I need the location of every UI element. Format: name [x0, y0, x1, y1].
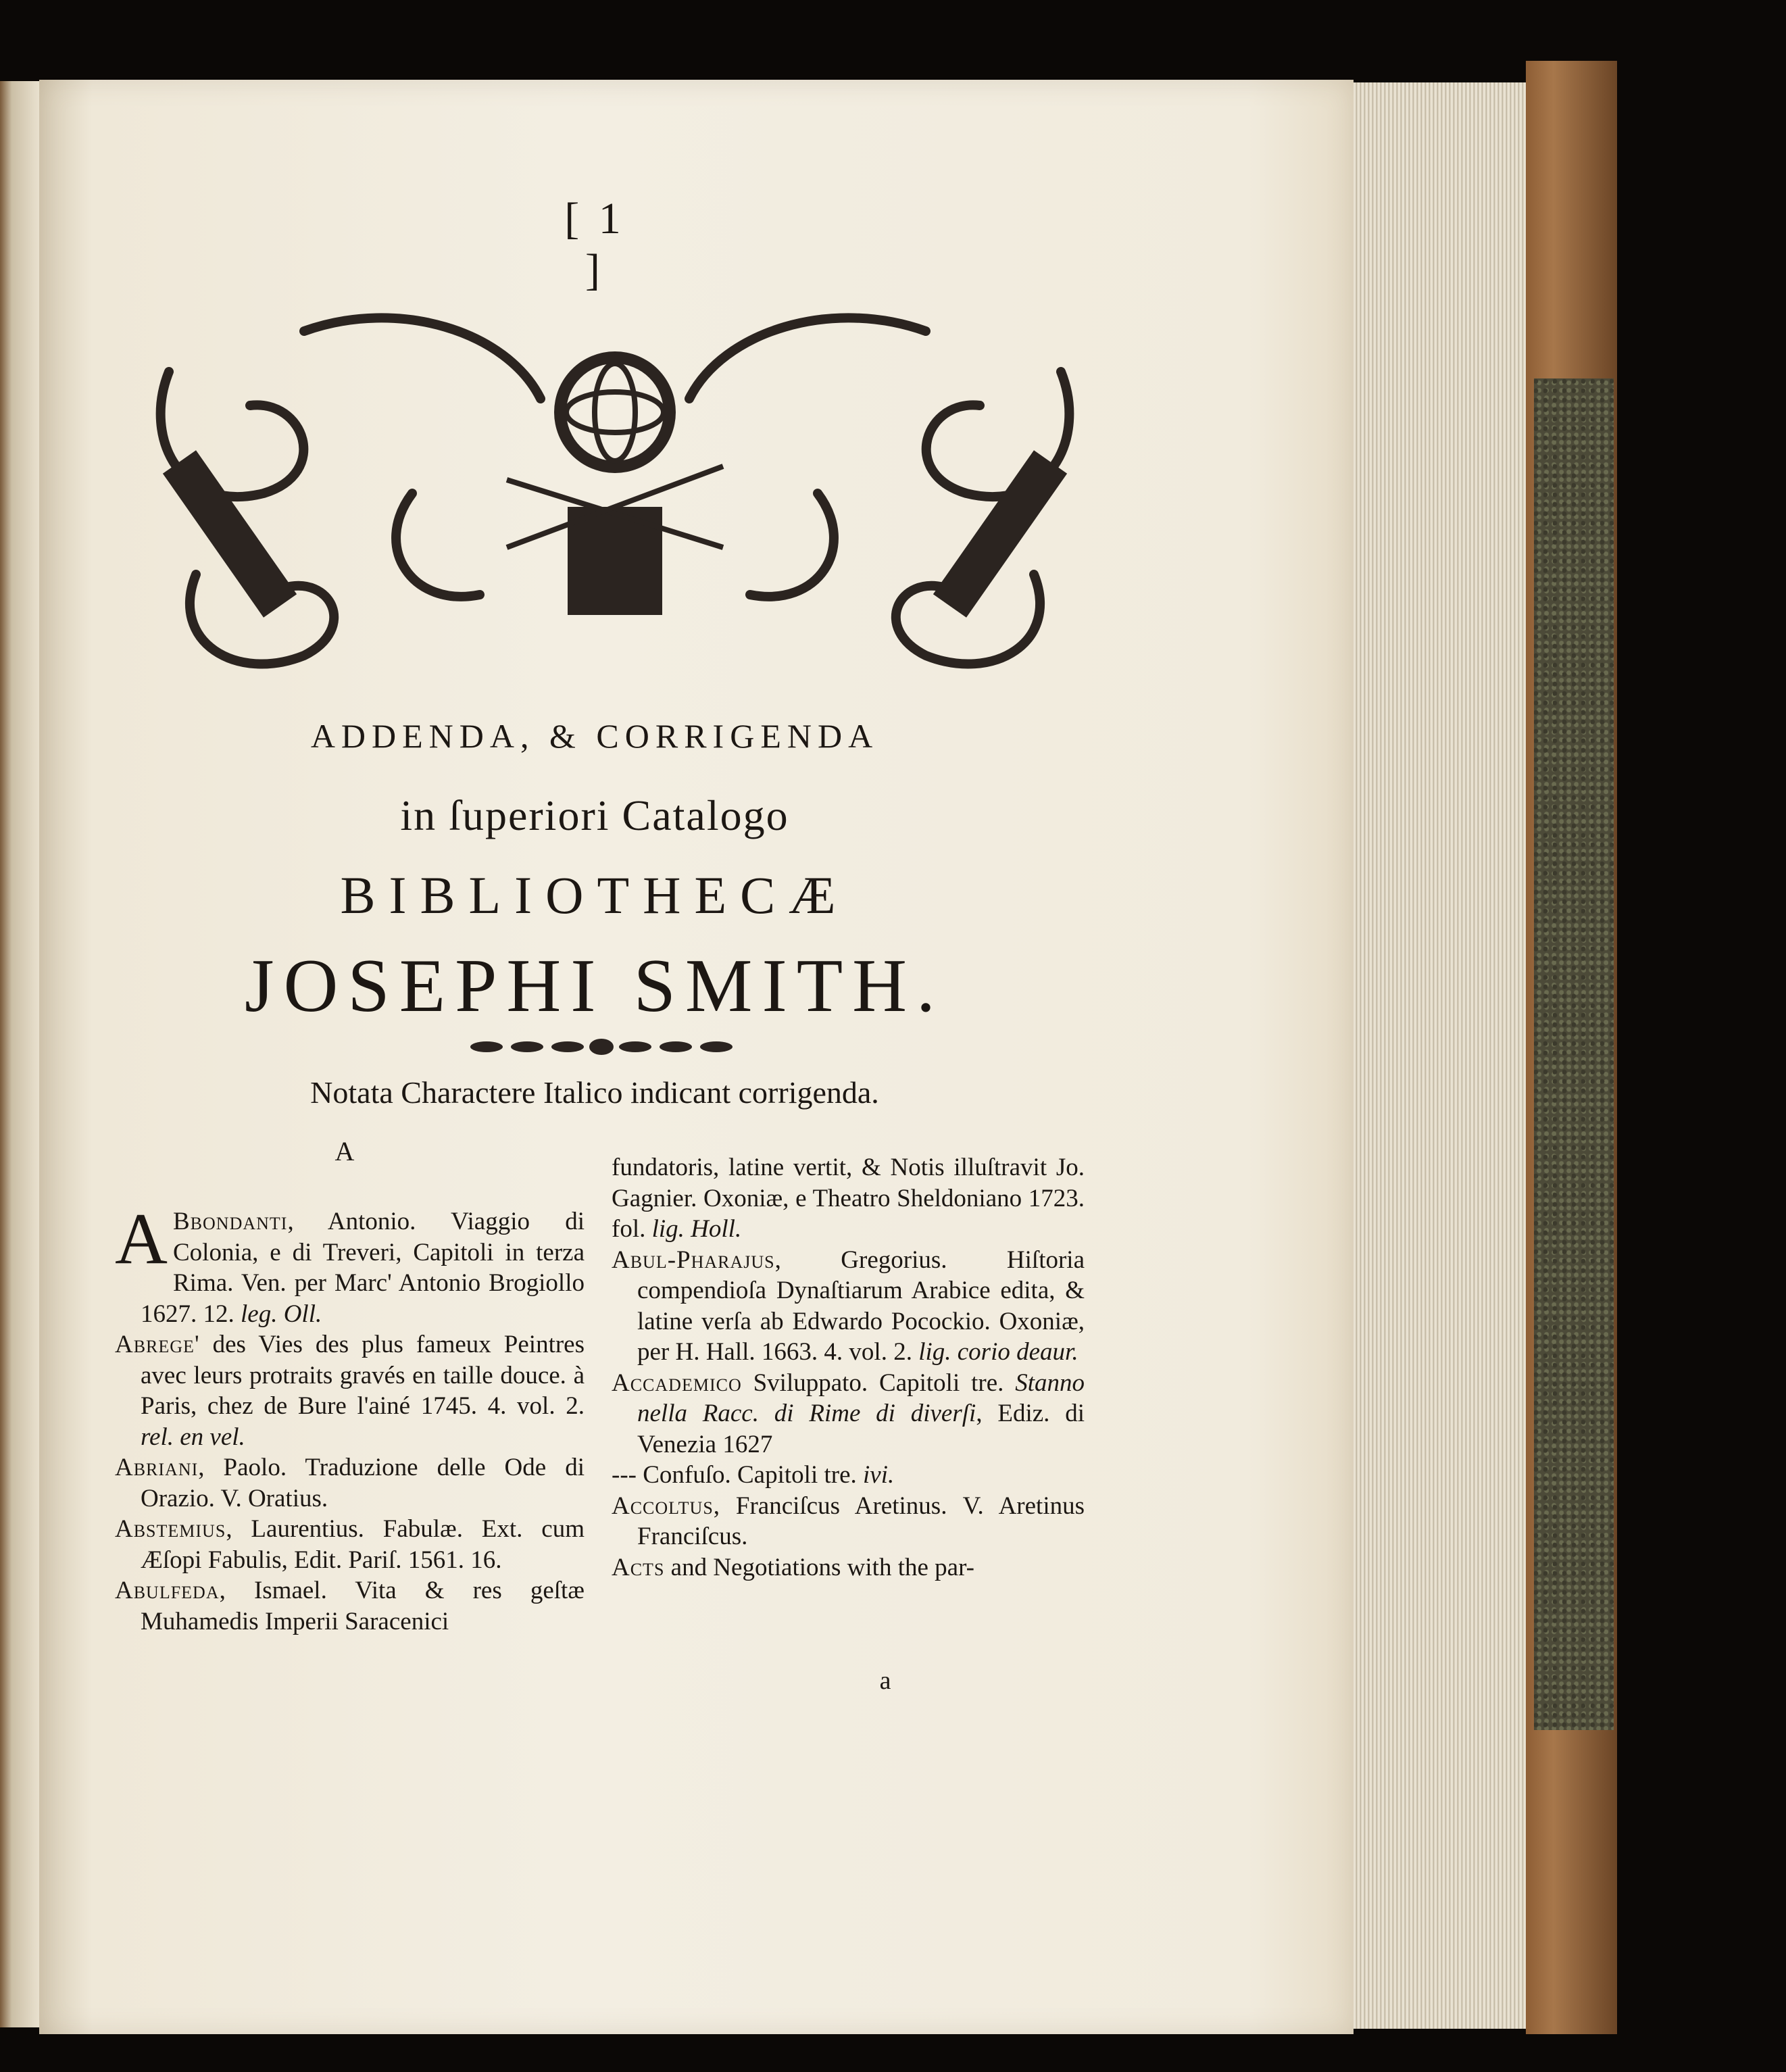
- entry-text: des Vies des plus fameux Peintres avec leurs protraits gravés en taille douce. à Paris, chez de Bure l'ainé 1745. 4. vol. 2.: [141, 1331, 585, 1420]
- entry-heading: Abulfeda: [115, 1577, 220, 1604]
- entry-heading: Accademico: [612, 1368, 742, 1397]
- signature-mark: a: [879, 1667, 891, 1695]
- entry-text: , Franciſcus Aretinus. V. Aretinus Franciſcus.: [637, 1491, 1085, 1550]
- entry-italic: ivi.: [863, 1461, 895, 1489]
- catalog-entry: [115, 1575, 585, 1637]
- drop-capital: A: [115, 1199, 168, 1279]
- entry-heading: Bbondanti: [173, 1208, 288, 1235]
- catalog-entry: [612, 1152, 1085, 1245]
- catalog-entry: [612, 1460, 1085, 1491]
- ornamental-headpiece: [128, 291, 1101, 696]
- entry-text: and Negotiations with the par-: [664, 1553, 974, 1581]
- entry-italic: lig. Holl.: [651, 1215, 742, 1243]
- catalog-entry: [115, 1329, 585, 1452]
- entry-text: , Gregorius. Hiſtoria compendioſa Dynaſtiarum Arabice edita, & latine verſa ab Edwardo Pocockio. Oxoniæ, per H. Hall. 1663. 4. vol. 2.: [637, 1245, 1085, 1366]
- title-catalogo: in ſuperiori Catalogo: [400, 791, 789, 839]
- entry-text: , Paolo. Traduzione delle Ode di Orazio. V. Oratius.: [141, 1454, 585, 1512]
- catalog-entry: [115, 1452, 585, 1514]
- section-letter: A: [334, 1136, 355, 1166]
- entry-text: , Laurentius. Fabulæ. Ext. cum Æſopi Fabulis, Edit. Pariſ. 1561. 16.: [141, 1515, 585, 1574]
- catalog-entry: [612, 1552, 1085, 1583]
- catalog-entry: [115, 1514, 585, 1575]
- page-edges: [1354, 82, 1526, 2029]
- title-josephi-smith: JOSEPHI SMITH.: [244, 944, 945, 1028]
- title-addenda: ADDENDA, & CORRIGENDA: [310, 717, 879, 755]
- marbled-board: [1534, 378, 1614, 1730]
- entry-italic: lig. corio deaur.: [918, 1338, 1078, 1366]
- entry-text: Sviluppato. Capitoli tre.: [741, 1368, 1016, 1397]
- left-page-edge: [0, 81, 39, 2027]
- entry-italic: rel. en vel.: [141, 1423, 245, 1451]
- entry-heading: Accoltus: [612, 1491, 714, 1520]
- entry-heading: Abriani: [115, 1454, 199, 1481]
- catalog-entry: [612, 1245, 1085, 1368]
- entry-dash: ---: [612, 1461, 637, 1489]
- entry-italic: Stanno nella Racc. di Rime di diverſi: [637, 1368, 1085, 1427]
- catalog-entry: [115, 1199, 585, 1329]
- entry-heading: Abul-Pharajus: [612, 1245, 775, 1274]
- entry-text: fundatoris, latine vertit, & Notis illuſtravit Jo. Gagnier. Oxoniæ, e Theatro Sheldoniano 1723. fol.: [612, 1154, 1085, 1243]
- entry-text: , Ismael. Vita & res geſtæ Muhamedis Imperii Saracenici: [141, 1577, 585, 1635]
- title-bibliothecae: BIBLIOTHECÆ: [340, 866, 849, 924]
- page-number: [ 1 ]: [564, 194, 625, 295]
- entry-italic: leg. Oll.: [241, 1300, 322, 1328]
- left-column: [115, 1199, 585, 1637]
- entry-text: Confuſo. Capitoli tre.: [636, 1461, 863, 1489]
- right-column: [612, 1152, 1085, 1583]
- catalog-entry: [612, 1368, 1085, 1460]
- entry-heading: Abrege': [115, 1331, 200, 1358]
- entry-text: , Ediz. di Venezia 1627: [637, 1400, 1085, 1458]
- entry-text: , Antonio. Viaggio di Colonia, e di Treveri, Capitoli in terza Rima. Ven. per Marc' Antonio Brogiollo 1627. 12.: [141, 1208, 585, 1328]
- catalog-entry: [612, 1491, 1085, 1552]
- entry-heading: Abstemius: [115, 1515, 226, 1543]
- fleuron-rule: [466, 1035, 737, 1058]
- entry-heading: Acts: [612, 1553, 665, 1581]
- italic-notice: Notata Charactere Italico indicant corrigenda.: [310, 1075, 879, 1110]
